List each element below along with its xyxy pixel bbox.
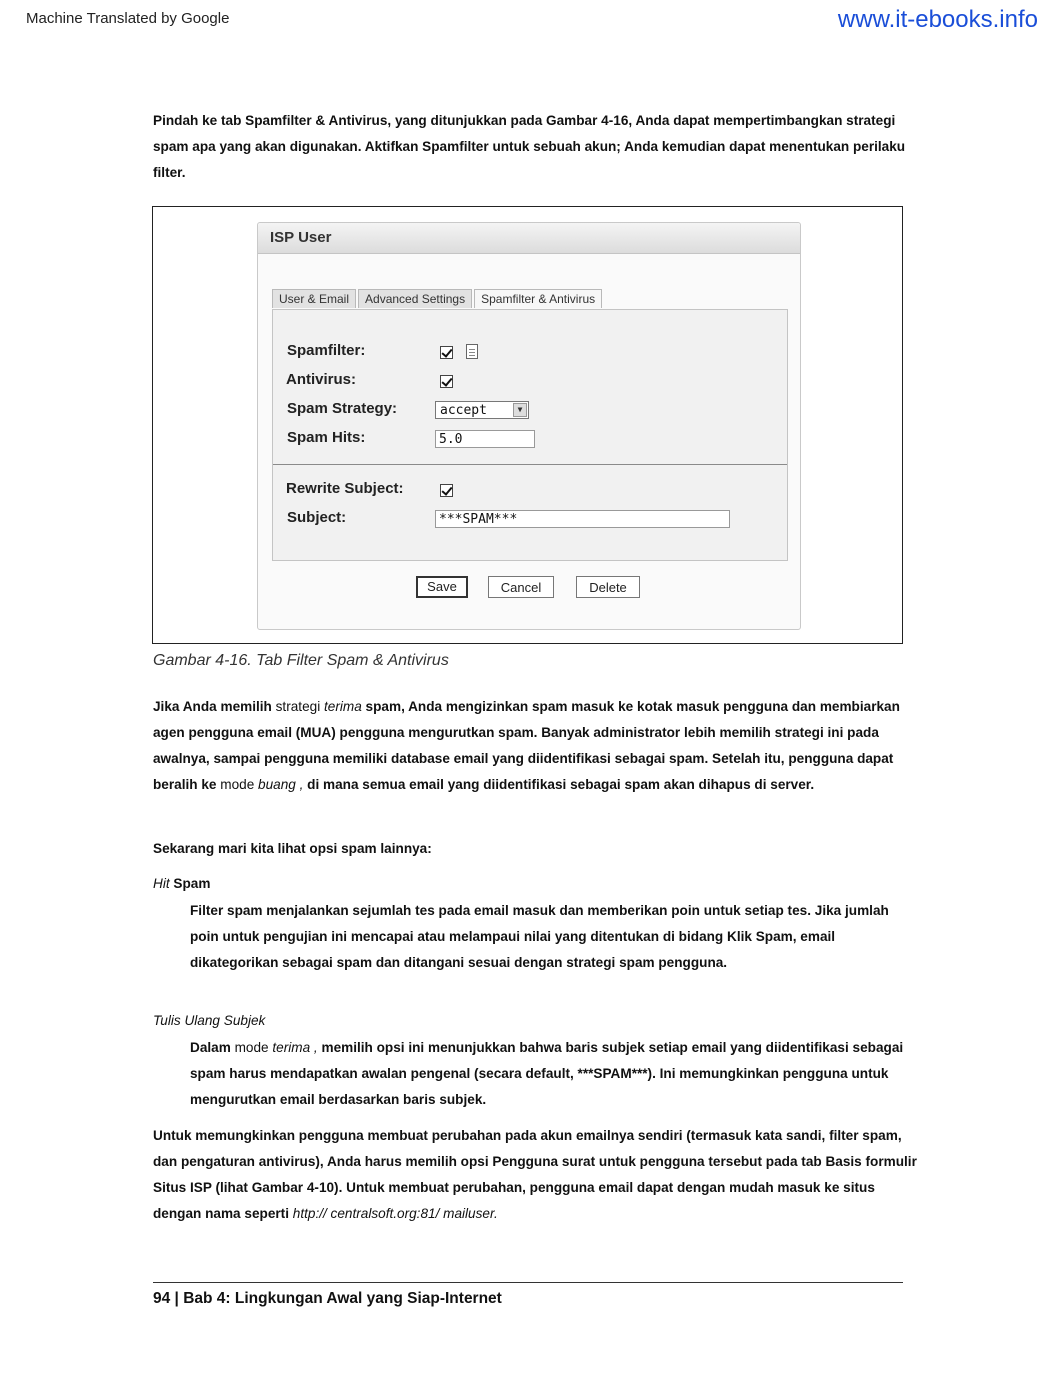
- def2-c: terima ,: [272, 1040, 318, 1055]
- panel-title: ISP User: [258, 223, 800, 254]
- p2-e: mode: [216, 777, 259, 792]
- divider: [273, 464, 787, 465]
- spamfilter-checkbox[interactable]: [440, 346, 453, 359]
- p4-url: http:// centralsoft.org:81/ mailuser.: [292, 1206, 498, 1221]
- machine-translated-label: Machine Translated by Google: [26, 10, 230, 27]
- p2-f: buang ,: [258, 777, 304, 792]
- spamfilter-label: Spamfilter:: [287, 342, 366, 359]
- delete-button[interactable]: Delete: [576, 576, 640, 598]
- spam-hits-label: Spam Hits:: [287, 429, 366, 446]
- isp-user-panel: [257, 222, 801, 630]
- p4-a: Untuk memungkinkan pengguna membuat perubahan pada akun emailnya sendiri (termasuk kata sandi, filter spam, dan pengaturan antivirus), Anda harus memilih opsi Pengguna surat untuk pengguna tersebut pada tab Basis formulir Situs ISP (lihat Gambar 4-10). Untuk membuat perubahan, pengguna email dapat dengan mudah masuk ke situs dengan nama seperti: [153, 1128, 917, 1221]
- p2-d: spam, Anda mengizinkan spam masuk ke kotak masuk pengguna dan membiarkan agen pengguna email (MUA) pengguna mengurutkan spam. Banyak administrator lebih memilih strategi ini pada awalnya, sampai pengguna memiliki database email yang diidentifikasi sebagai spam. Setelah itu, pengguna dapat beralih ke: [153, 699, 900, 792]
- subject-label: Subject:: [287, 509, 347, 526]
- chevron-down-icon[interactable]: ▼: [513, 403, 527, 417]
- save-button[interactable]: Save: [416, 576, 468, 598]
- def2-a: Dalam: [190, 1040, 231, 1055]
- p2-c: terima: [324, 699, 362, 714]
- antivirus-checkbox[interactable]: [440, 375, 453, 388]
- p2-a: Jika Anda memilih: [153, 699, 272, 714]
- figure-caption: Gambar 4-16. Tab Filter Spam & Antivirus: [153, 652, 449, 669]
- rewrite-subject-label: Rewrite Subject:: [286, 480, 404, 497]
- options-intro: Sekarang mari kita lihat opsi spam lainnya:: [153, 841, 432, 856]
- spam-strategy-value: accept: [440, 403, 487, 418]
- tab-advanced-settings[interactable]: Advanced Settings: [358, 289, 472, 308]
- tab-user-email[interactable]: User & Email: [272, 289, 356, 308]
- antivirus-label: Antivirus:: [286, 371, 357, 388]
- p2-b: strategi: [271, 699, 324, 714]
- definition-rewrite-subject: [190, 1035, 910, 1113]
- permissions-paragraph: [153, 1123, 918, 1227]
- footer-rule: [153, 1282, 903, 1283]
- strategy-paragraph: [153, 694, 913, 798]
- def2-b: mode: [230, 1040, 273, 1055]
- def2-d: memilih opsi ini menunjukkan bahwa baris subjek setiap email yang diidentifikasi sebagai spam harus mendapatkan awalan pengenal (secara default, ***SPAM***). Ini memungkinkan pengguna untuk mengurutkan email berdasarkan baris subjek.: [190, 1040, 904, 1107]
- subject-input[interactable]: ***SPAM***: [435, 510, 730, 528]
- spam-strategy-select[interactable]: [435, 401, 529, 419]
- spam-strategy-label: Spam Strategy:: [287, 400, 398, 417]
- tab-bar: [272, 289, 604, 308]
- tab-content: [272, 309, 788, 561]
- term-rewrite-subject: Tulis Ulang Subjek: [153, 1013, 266, 1028]
- definition-hit-spam: Filter spam menjalankan sejumlah tes pada email masuk dan memberikan poin untuk setiap tes. Jika jumlah poin untuk pengujian ini mencapai atau melampaui nilai yang ditentukan di bidang Klik Spam, email dikategorikan sebagai spam dan ditangani sesuai dengan strategi spam pengguna.: [190, 903, 889, 970]
- document-icon[interactable]: [466, 344, 478, 359]
- cancel-button[interactable]: Cancel: [488, 576, 554, 598]
- term1-bold: Spam: [169, 876, 211, 891]
- figure-frame: [152, 206, 903, 644]
- term1-italic: Hit: [153, 876, 170, 891]
- tab-spamfilter-antivirus[interactable]: Spamfilter & Antivirus: [474, 289, 602, 308]
- rewrite-subject-checkbox[interactable]: [440, 484, 453, 497]
- term-hit-spam: [153, 874, 210, 894]
- spam-hits-input[interactable]: 5.0: [435, 430, 535, 448]
- page-footer: 94 | Bab 4: Lingkungan Awal yang Siap-Internet: [153, 1290, 502, 1307]
- p2-g: di mana semua email yang diidentifikasi sebagai spam akan dihapus di server.: [303, 777, 815, 792]
- site-link[interactable]: www.it-ebooks.info: [837, 6, 1038, 33]
- intro-paragraph: Pindah ke tab Spamfilter & Antivirus, yang ditunjukkan pada Gambar 4-16, Anda dapat mempertimbangkan strategi spam apa yang akan digunakan. Aktifkan Spamfilter untuk sebuah akun; Anda kemudian dapat menentukan perilaku filter.: [153, 113, 906, 180]
